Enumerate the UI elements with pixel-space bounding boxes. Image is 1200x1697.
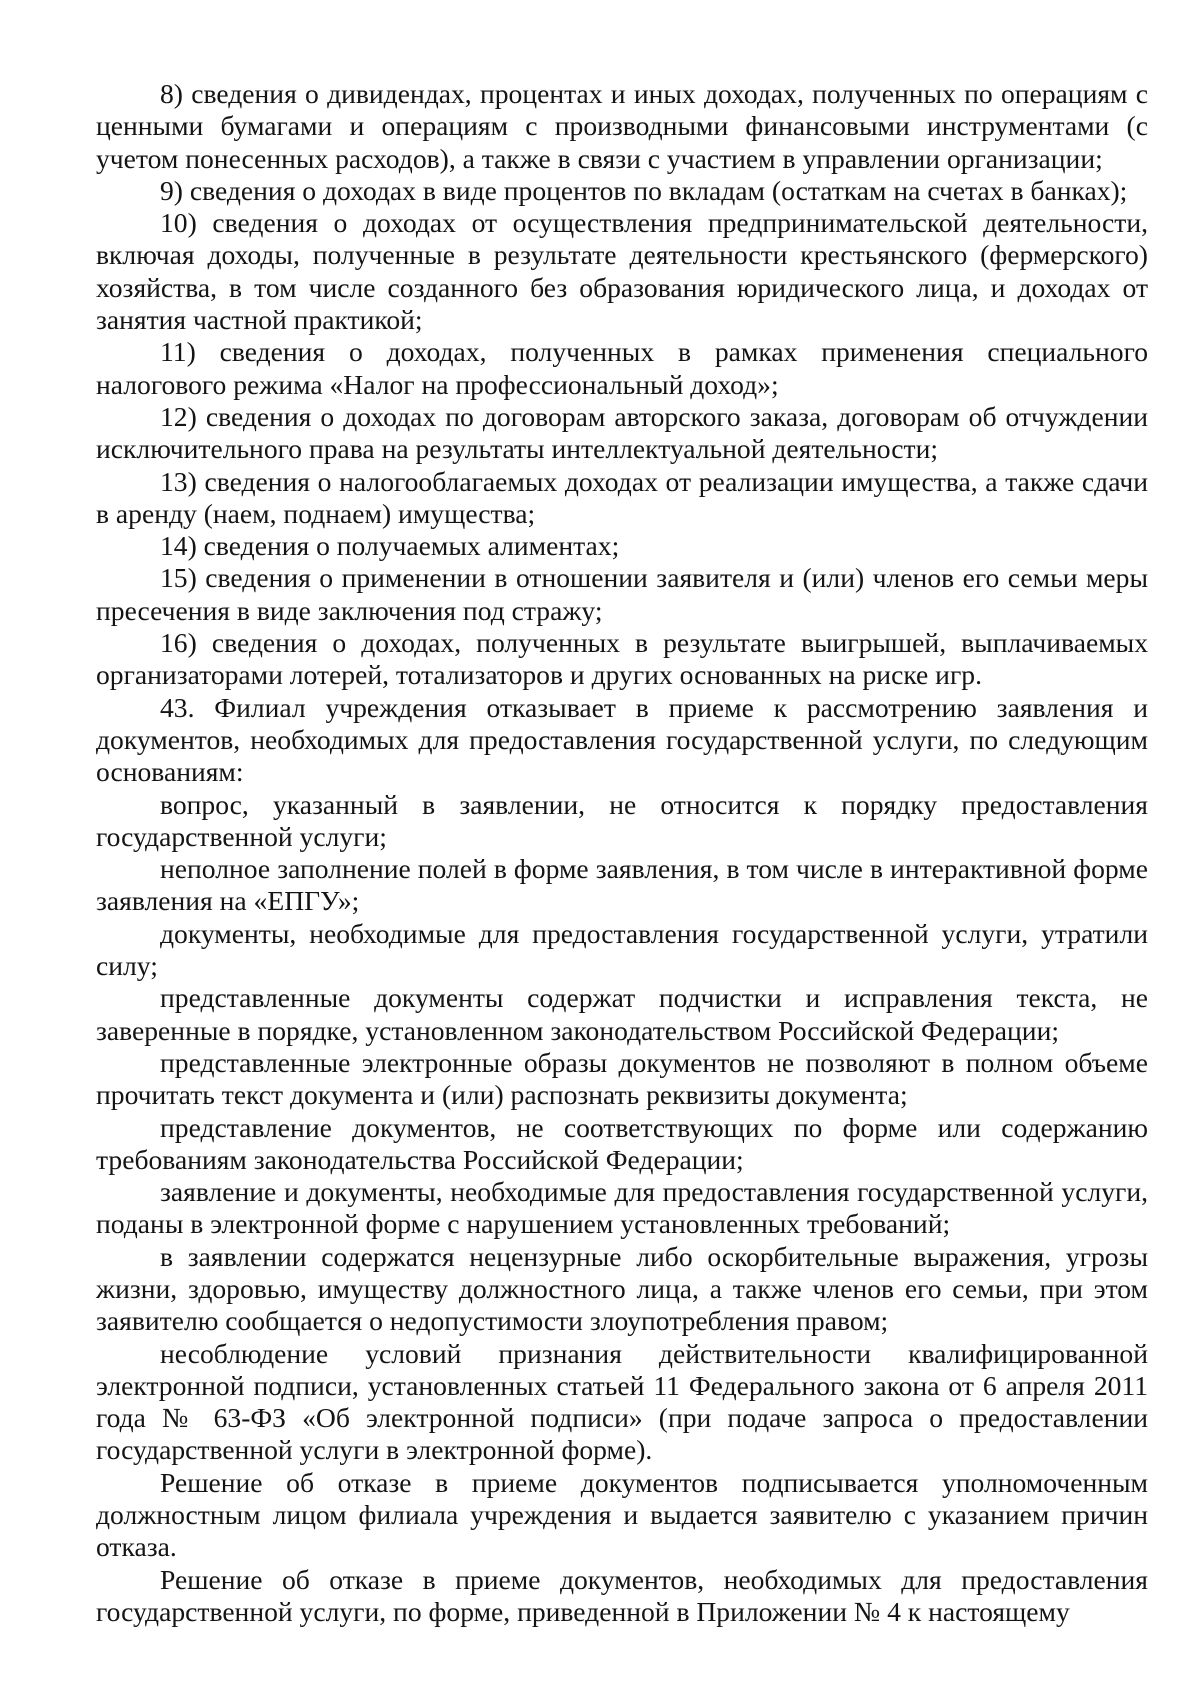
paragraph-ground-4: представленные документы содержат подчистки и исправления текста, не заверенные в порядке, установленном законодательством Российской Федерации; <box>96 982 1148 1046</box>
paragraph-ground-8: в заявлении содержатся нецензурные либо оскорбительные выражения, угрозы жизни, здоровью, имуществу должностного лица, а также членов его семьи, при этом заявителю сообщается о недопустимости злоупотребления правом; <box>96 1240 1148 1337</box>
paragraph-ground-1: вопрос, указанный в заявлении, не относится к порядку предоставления государственной услуги; <box>96 788 1148 852</box>
paragraph-item-11: 11) сведения о доходах, полученных в рамках применения специального налогового режима «Налог на профессиональный доход»; <box>96 336 1148 400</box>
paragraph-decision-form: Решение об отказе в приеме документов, необходимых для предоставления государственной услуги, по форме, приведенной в Приложении № 4 к настоящему <box>96 1563 1148 1627</box>
paragraph-ground-3: документы, необходимые для предоставления государственной услуги, утратили силу; <box>96 917 1148 982</box>
paragraph-ground-2: неполное заполнение полей в форме заявления, в том числе в интерактивной форме заявления на «ЕПГУ»; <box>96 853 1148 917</box>
paragraph-ground-5: представленные электронные образы документов не позволяют в полном объеме прочитать текст документа и (или) распознать реквизиты документа; <box>96 1046 1148 1111</box>
paragraph-item-8: 8) сведения о дивидендах, процентах и иных доходах, полученных по операциям с ценными бумагами и операциям с производными финансовыми инструментами (с учетом понесенных расходов), а также в связи с участием в управлении организации; <box>96 78 1148 174</box>
paragraph-ground-7: заявление и документы, необходимые для предоставления государственной услуги, поданы в электронной форме с нарушением установленных требований; <box>96 1176 1148 1240</box>
paragraph-item-12: 12) сведения о доходах по договорам авторского заказа, договорам об отчуждении исключительного права на результаты интеллектуальной деятельности; <box>96 400 1148 465</box>
paragraph-item-9: 9) сведения о доходах в виде процентов по вкладам (остаткам на счетах в банках); <box>160 174 1128 206</box>
paragraph-ground-9: несоблюдение условий признания действительности квалифицированной электронной подписи, установленных статьей 11 Федерального закона от 6 апреля 2011 года № 63-ФЗ «Об электронной подписи» (при подаче запроса о предоставлении государственной услуги в электронной форме). <box>96 1337 1148 1466</box>
paragraph-item-16: 16) сведения о доходах, полученных в результате выигрышей, выплачиваемых организаторами лотерей, тотализаторов и других основанных на риске игр. <box>96 627 1148 691</box>
paragraph-item-14: 14) сведения о получаемых алиментах; <box>160 530 620 562</box>
document-page <box>96 78 1148 1628</box>
paragraph-item-10: 10) сведения о доходах от осуществления предпринимательской деятельности, включая доходы, полученные в результате деятельности крестьянского (фермерского) хозяйства, в том числе созданного без образования юридического лица, и доходах от занятия частной практикой; <box>96 207 1148 336</box>
paragraph-ground-6: представление документов, не соответствующих по форме или содержанию требованиям законодательства Российской Федерации; <box>96 1111 1148 1175</box>
paragraph-item-15: 15) сведения о применении в отношении заявителя и (или) членов его семьи меры пресечения в виде заключения под стражу; <box>96 562 1148 626</box>
paragraph-item-13: 13) сведения о налогооблагаемых доходах от реализации имущества, а также сдачи в аренду (наем, поднаем) имущества; <box>96 465 1148 529</box>
paragraph-clause-43: 43. Филиал учреждения отказывает в приеме к рассмотрению заявления и документов, необходимых для предоставления государственной услуги, по следующим основаниям: <box>96 691 1148 788</box>
paragraph-decision-signing: Решение об отказе в приеме документов подписывается уполномоченным должностным лицом филиала учреждения и выдается заявителю с указанием причин отказа. <box>96 1466 1148 1563</box>
